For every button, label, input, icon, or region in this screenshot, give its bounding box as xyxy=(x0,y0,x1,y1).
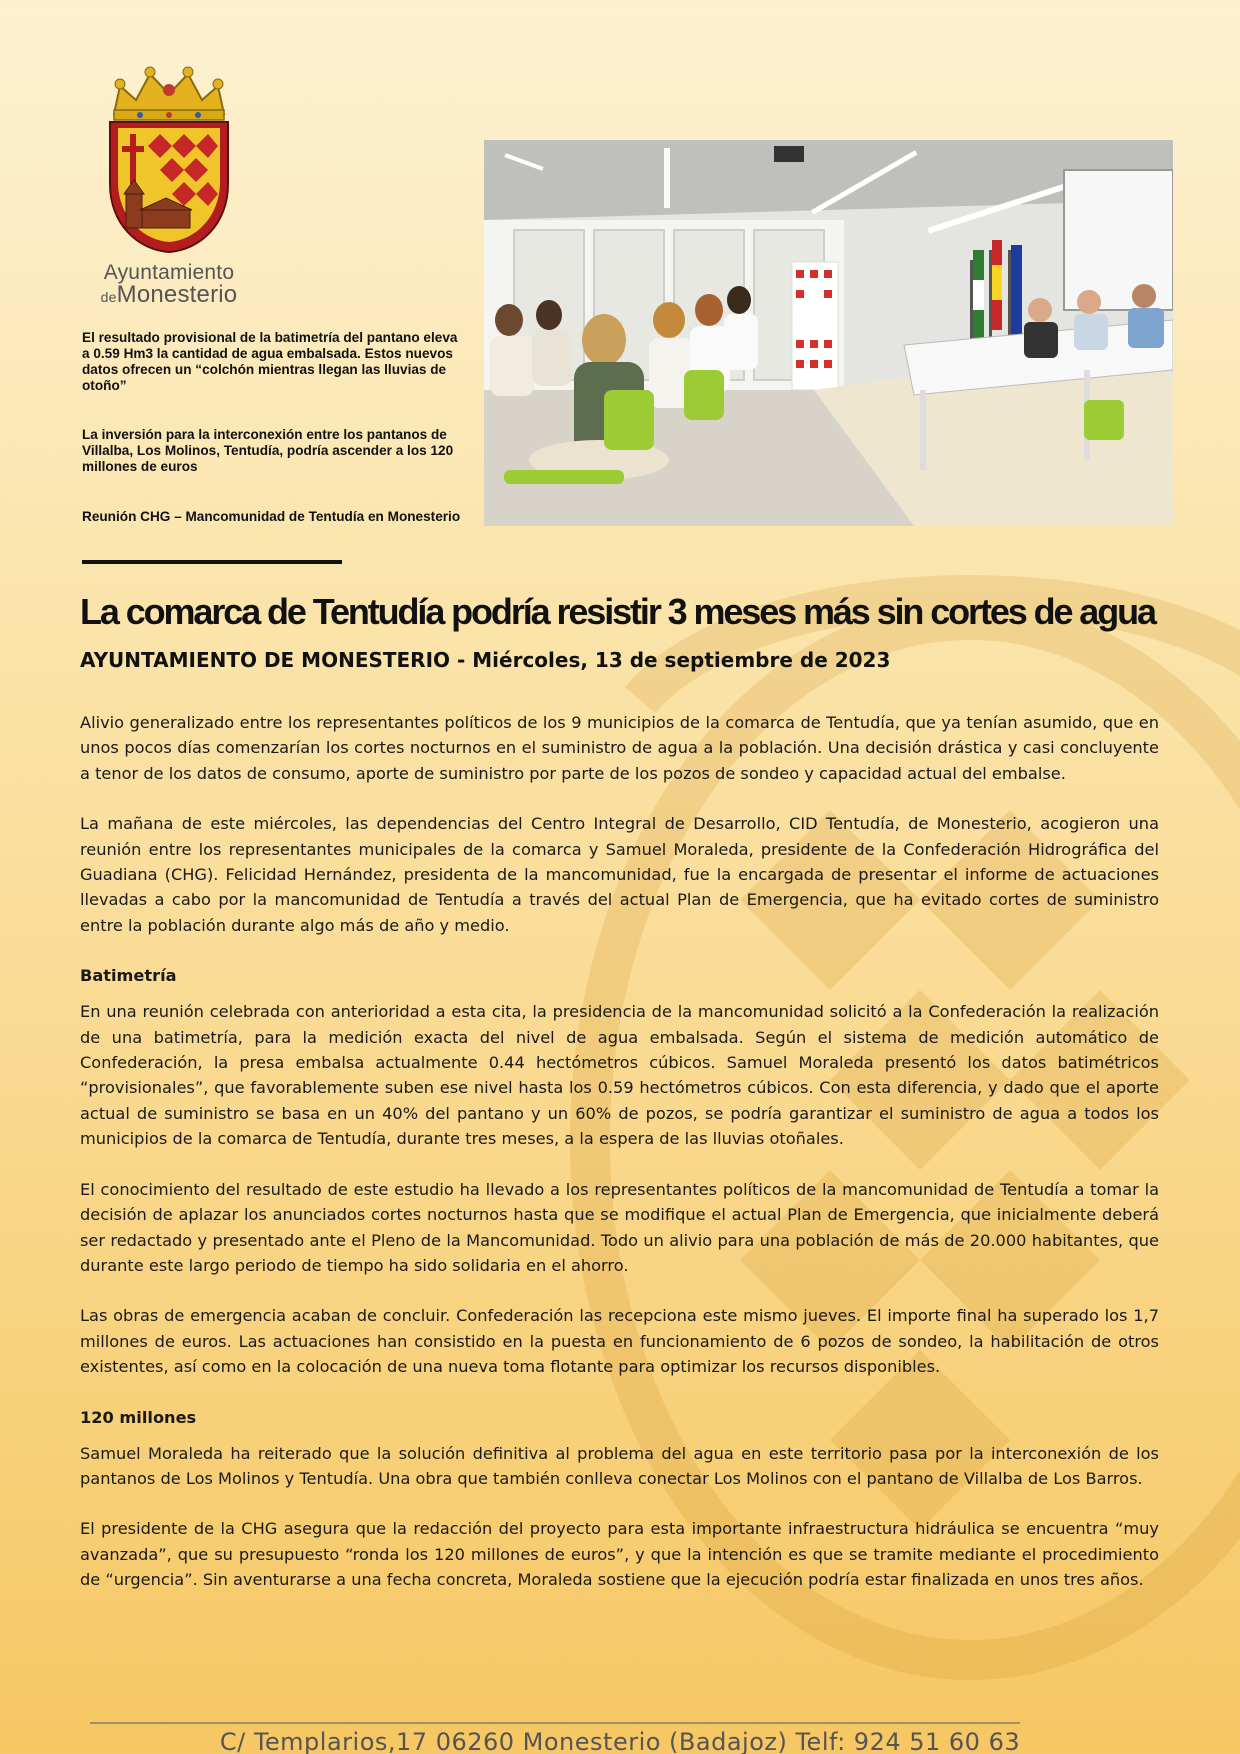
footer-divider xyxy=(90,1722,1020,1724)
town-name-line1: Ayuntamiento xyxy=(103,261,235,284)
article-paragraph: El presidente de la CHG asegura que la redacción del proyecto para esta importante infraestructura hidráulica se encuentra “muy avanzada”, que su presupuesto “ronda los 120 millones de euros”, y que la intención es que se tramite mediante el procedimiento de “urgencia”. Sin aventurarse a una fecha concreta, Moraleda sostiene que la ejecución podría estar finalizada en unos tres años. xyxy=(80,1519,1159,1590)
coat-of-arms-icon xyxy=(100,64,238,254)
town-name-monesterio: Monesterio xyxy=(116,281,238,308)
section-heading-batimetria: Batimetría xyxy=(80,966,177,986)
headline: La comarca de Tentudía podría resistir 3 meses más sin cortes de agua xyxy=(80,591,1155,632)
meeting-photo-icon xyxy=(484,140,1173,526)
footer-address: C/ Templarios,17 06260 Monesterio (Badajoz) Telf: 924 51 60 63 xyxy=(219,1728,1021,1754)
article-paragraph: Las obras de emergencia acaban de concluir. Confederación las recepciona este mismo jueves. El importe final ha superado los 1,7 millones de euros. Las actuaciones han consistido en la puesta en funcionamiento de 6 pozos de sondeo, la habilitación de otros existentes, así como en la colocación de una nueva toma flotante para optimizar los recursos disponibles. xyxy=(80,1306,1159,1377)
town-name-logo xyxy=(86,262,252,308)
article-paragraph: En una reunión celebrada con anterioridad a esta cita, la presidencia de la mancomunidad solicitó a la Confederación la realización de una batimetría, para la medición exacta del nivel de agua embalsada. Según el sistema de medición automático de Confederación, la presa embalsa actualmente 0.44 hectómetros cúbicos. Samuel Moraleda presentó los datos batimétricos “provisionales”, que favorablemente suben ese nivel hasta los 0.59 hectómetros cúbicos. Con esta diferencia, y dado que el aporte actual de suministro se basa en un 40% del pantano y un 60% de pozos, se podría garantizar el suministro de agua a todos los municipios de la comarca de Tentudía, durante tres meses, a la espera de las lluvias otoñales. xyxy=(80,1002,1159,1149)
town-name-de: de xyxy=(100,289,117,305)
sidebar-divider xyxy=(82,560,342,564)
town-name-line2 xyxy=(86,281,252,308)
sidebar-note-reunion: Reunión CHG – Mancomunidad de Tentudía en Monesterio xyxy=(82,509,461,524)
sidebar-note-inversion: La inversión para la interconexión entre los pantanos de Villalba, Los Molinos, Tentudía, podría ascender a los 120 millones de euros xyxy=(82,427,454,474)
article-paragraph: El conocimiento del resultado de este estudio ha llevado a los representantes políticos de la mancomunidad de Tentudía a tomar la decisión de aplazar los anunciados cortes nocturnos hasta que se modifique el actual Plan de Emergencia, que inicialmente deberá ser redactado y presentado ante el Pleno de la Mancomunidad. Todo un alivio para una población de más de 20.000 habitantes, que durante este largo periodo de tiempo ha sido solidaria en el ahorro. xyxy=(80,1179,1159,1275)
article-paragraph: La mañana de este miércoles, las dependencias del Centro Integral de Desarrollo, CID Tentudía, de Monesterio, acogieron una reunión entre los representantes municipales de la comarca y Samuel Moraleda, presidente de la Confederación Hidrográfica del Guadiana (CHG). Felicidad Hernández, presidenta de la mancomunidad, fue la encargada de presentar el informe de actuaciones llevadas a cabo por la mancomunidad de Tentudía a través del actual Plan de Emergencia, que ha evitado cortes de suministro entre la población durante algo más de año y medio. xyxy=(80,814,1159,935)
article-paragraph: Samuel Moraleda ha reiterado que la solución definitiva al problema del agua en este territorio pasa por la interconexión de los pantanos de Los Molinos y Tentudía. Una obra que también conlleva conectar Los Molinos con el pantano de Villalba de Los Barros. xyxy=(80,1443,1159,1488)
section-heading-120-millones: 120 millones xyxy=(80,1407,197,1427)
article-body xyxy=(80,710,1159,1618)
article-paragraph: Alivio generalizado entre los representantes políticos de los 9 municipios de la comarca de Tentudía, que ya tenían asumido, que en unos pocos días comenzarían los cortes nocturnos en el suministro de agua a la población. Una decisión drástica y casi concluyente a tenor de los datos de consumo, aporte de suministro por parte de los pozos de sondeo y capacidad actual del embalse. xyxy=(80,713,1159,783)
byline: AYUNTAMIENTO DE MONESTERIO - Miércoles, 13 de septiembre de 2023 xyxy=(80,648,891,672)
meeting-photo xyxy=(484,140,1173,526)
sidebar-note-batimetria: El resultado provisional de la batimetría del pantano eleva a 0.59 Hm3 la cantidad de agua embalsada. Estos nuevos datos ofrecen un “colchón mientras llegan las lluvias de otoño” xyxy=(82,330,458,393)
